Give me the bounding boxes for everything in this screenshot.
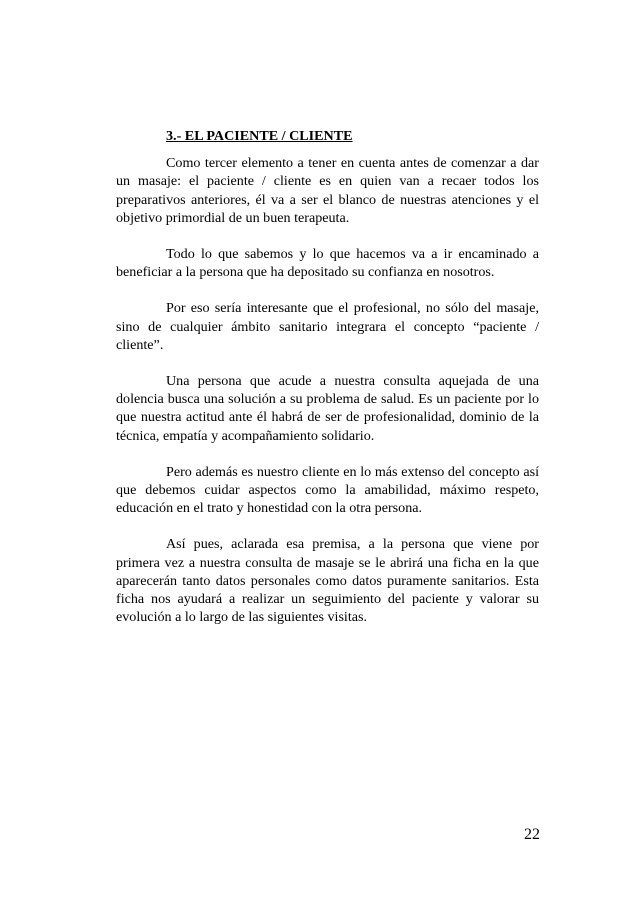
paragraph-6: Así pues, aclarada esa premisa, a la persona que viene por primera vez a nuestra consulta de masaje se le abrirá una ficha en la que aparecerán tanto datos personales como datos puramente sanitarios. Esta ficha nos ayudará a realizar un seguimiento del paciente y valorar su evolución a lo largo de las siguientes visitas. — [116, 536, 539, 626]
paragraph-2: Todo lo que sabemos y lo que hacemos va a ir encaminado a beneficiar a la persona que ha depositado su confianza en nosotros. — [116, 246, 539, 281]
paragraph-5: Pero además es nuestro cliente en lo más extenso del concepto así que debemos cuidar aspectos como la amabilidad, máximo respeto, educación en el trato y honestidad con la otra persona. — [116, 463, 539, 517]
paragraph-3: Por eso sería interesante que el profesional, no sólo del masaje, sino de cualquier ámbito sanitario integrara el concepto “paciente / cliente”. — [116, 300, 539, 353]
page-content — [116, 127, 539, 644]
paragraph-1: Como tercer elemento a tener en cuenta antes de comenzar a dar un masaje: el paciente / cliente es en quien van a recaer todos los preparativos anteriores, él va a ser el blanco de nuestras atenciones y el objetivo primordial de un buen terapeuta. — [116, 155, 539, 226]
page-number: 22 — [524, 826, 540, 843]
paragraph-4: Una persona que acude a nuestra consulta aquejada de una dolencia busca una solución a su problema de salud. Es un paciente por lo que nuestra actitud ante él habrá de ser de profesionalidad, dominio de la técnica, empatía y acompañamiento solidario. — [116, 373, 539, 444]
section-heading: 3.- EL PACIENTE / CLIENTE — [166, 128, 353, 144]
